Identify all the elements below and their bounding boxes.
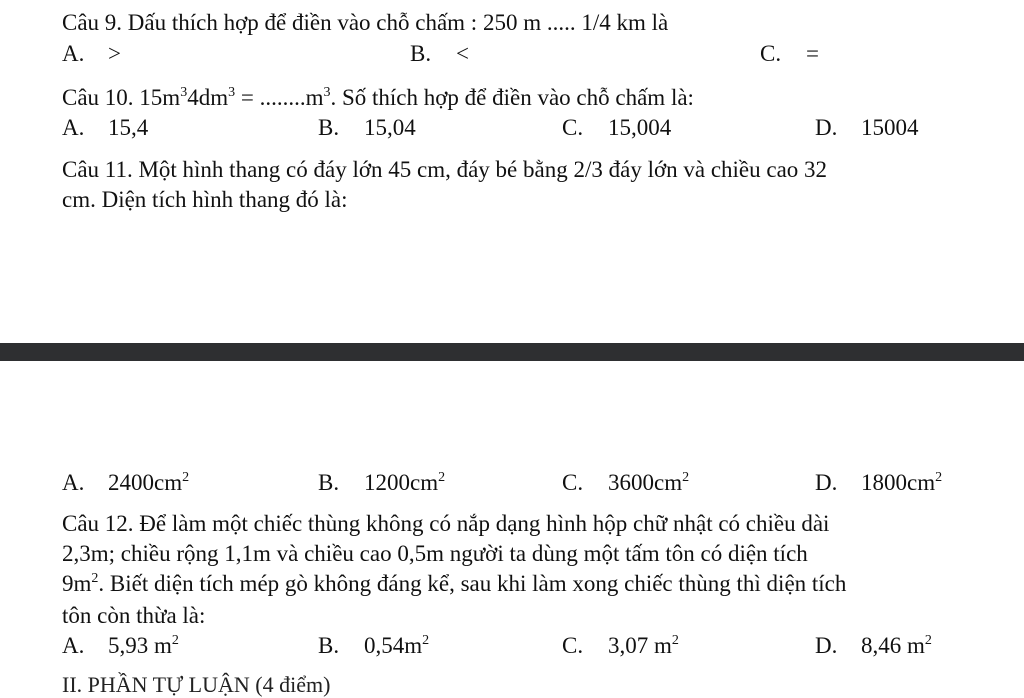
q12-question-line4: tôn còn thừa là:	[62, 603, 206, 628]
q11-option-a	[62, 469, 189, 497]
q10-mid: 4dm	[187, 85, 229, 110]
section-heading-cutoff: II. PHẦN TỰ LUẬN (4 điểm)	[62, 672, 331, 697]
page-divider-band	[0, 343, 1024, 361]
option-label: D.	[815, 470, 838, 495]
option-label: B.	[410, 41, 432, 66]
q10-question	[62, 84, 694, 112]
option-label: C.	[562, 470, 584, 495]
q9-question: Câu 9. Dấu thích hợp để điền vào chỗ chấm : 250 m ..... 1/4 km là	[62, 10, 669, 35]
option-label: B.	[318, 633, 340, 658]
q11-option-c	[562, 469, 689, 497]
option-value: =	[806, 41, 819, 66]
option-label: B.	[318, 470, 340, 495]
option-exp: 2	[935, 470, 943, 485]
q9-option-c	[760, 40, 819, 68]
option-label: A.	[62, 115, 85, 140]
q12-option-c	[562, 632, 679, 660]
option-label: C.	[562, 633, 584, 658]
q11-option-b	[318, 469, 445, 497]
q12-question-line1: Câu 12. Để làm một chiếc thùng không có nắp dạng hình hộp chữ nhật có chiều dài	[62, 511, 830, 536]
option-value: 8,46 m	[861, 633, 925, 658]
option-value: 2400cm	[108, 470, 183, 495]
q12-question-line2: 2,3m; chiều rộng 1,1m và chiều cao 0,5m người ta dùng một tấm tôn có diện tích	[62, 541, 808, 566]
q11-question-line2: cm. Diện tích hình thang đó là:	[62, 187, 348, 212]
option-value: 3,07 m	[608, 633, 672, 658]
option-exp: 2	[171, 633, 179, 648]
q9-option-a	[62, 40, 121, 68]
option-exp: 2	[671, 633, 679, 648]
q12-option-b	[318, 632, 429, 660]
q12-question-line3	[62, 570, 846, 598]
q10-suffix: . Số thích hợp để điền vào chỗ chấm là:	[330, 85, 694, 110]
q10-exp2: 3	[228, 85, 236, 100]
option-value: >	[108, 41, 121, 66]
q9-option-b	[410, 40, 469, 68]
option-exp: 2	[924, 633, 932, 648]
q10-blank: = ........m	[235, 85, 324, 110]
q11-option-d	[815, 469, 942, 497]
q10-option-b	[318, 114, 416, 142]
option-value: 15,04	[364, 115, 416, 140]
q12-option-d	[815, 632, 932, 660]
q12-option-a	[62, 632, 179, 660]
option-label: A.	[62, 41, 85, 66]
q10-prefix: Câu 10. 15m	[62, 85, 181, 110]
q10-option-d	[815, 114, 919, 142]
option-value: <	[456, 41, 469, 66]
option-value: 5,93 m	[108, 633, 172, 658]
q10-option-c	[562, 114, 671, 142]
q10-option-a	[62, 114, 148, 142]
option-label: A.	[62, 633, 85, 658]
option-label: A.	[62, 470, 85, 495]
option-value: 3600cm	[608, 470, 683, 495]
q12-line3-exp: 2	[91, 571, 99, 586]
option-value: 15004	[861, 115, 919, 140]
q10-exp3: 3	[323, 85, 331, 100]
option-exp: 2	[438, 470, 446, 485]
q10-exp1: 3	[180, 85, 188, 100]
option-value: 15,4	[108, 115, 149, 140]
option-value: 1200cm	[364, 470, 439, 495]
q12-line3-post: . Biết diện tích mép gò không đáng kể, sau khi làm xong chiếc thùng thì diện tích	[98, 571, 847, 596]
q12-line3-pre: 9m	[62, 571, 92, 596]
option-exp: 2	[682, 470, 690, 485]
option-exp: 2	[422, 633, 430, 648]
option-label: C.	[562, 115, 584, 140]
q11-question-line1: Câu 11. Một hình thang có đáy lớn 45 cm, đáy bé bằng 2/3 đáy lớn và chiều cao 32	[62, 157, 828, 182]
option-label: D.	[815, 633, 838, 658]
option-value: 1800cm	[861, 470, 936, 495]
option-label: B.	[318, 115, 340, 140]
option-label: C.	[760, 41, 782, 66]
option-value: 0,54m	[364, 633, 423, 658]
option-value: 15,004	[608, 115, 672, 140]
option-exp: 2	[182, 470, 190, 485]
option-label: D.	[815, 115, 838, 140]
